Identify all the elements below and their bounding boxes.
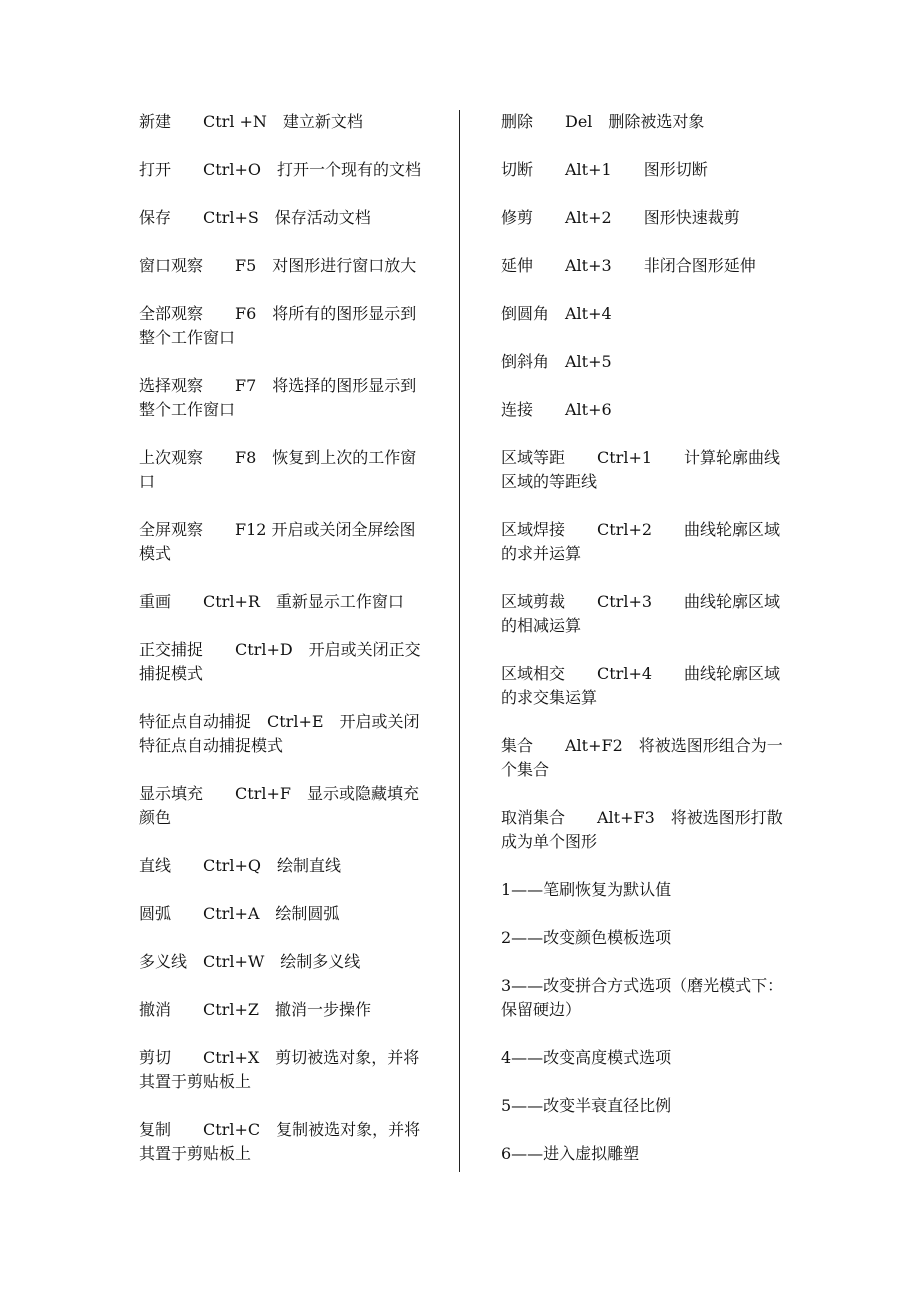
shortcut-entry: 选择观察 F7 将选择的图形显示到整个工作窗口 — [139, 376, 417, 419]
shortcut-entry: 倒斜角 Alt+5 — [501, 352, 612, 371]
shortcut-entry: 延伸 Alt+3 非闭合图形延伸 — [501, 256, 756, 275]
shortcut-entry: 多义线 Ctrl+W 绘制多义线 — [139, 952, 361, 971]
shortcut-entry: 删除 Del 删除被选对象 — [501, 112, 705, 131]
shortcut-entry: 重画 Ctrl+R 重新显示工作窗口 — [139, 592, 404, 611]
shortcut-entry: 上次观察 F8 恢复到上次的工作窗口 — [139, 448, 417, 491]
shortcut-entry: 圆弧 Ctrl+A 绘制圆弧 — [139, 904, 340, 923]
shortcut-entry: 4——改变高度模式选项 — [501, 1048, 672, 1067]
shortcut-entry: 连接 Alt+6 — [501, 400, 612, 419]
shortcut-entry: 复制 Ctrl+C 复制被选对象，并将其置于剪贴板上 — [139, 1120, 421, 1163]
shortcut-entry: 2——改变颜色模板选项 — [501, 928, 672, 947]
shortcut-entry: 窗口观察 F5 对图形进行窗口放大 — [139, 256, 417, 275]
shortcut-entry: 5——改变半衰直径比例 — [501, 1096, 672, 1115]
column-divider — [459, 110, 460, 1172]
shortcut-entry: 切断 Alt+1 图形切断 — [501, 160, 708, 179]
shortcut-entry: 集合 Alt+F2 将被选图形组合为一个集合 — [501, 736, 783, 779]
shortcut-entry: 6——进入虚拟雕塑 — [501, 1144, 640, 1163]
shortcut-entry: 取消集合 Alt+F3 将被选图形打散成为单个图形 — [501, 808, 783, 851]
shortcut-entry: 全屏观察 F12 开启或关闭全屏绘图模式 — [139, 520, 416, 563]
left-column — [139, 110, 429, 1190]
shortcut-entry: 修剪 Alt+2 图形快速裁剪 — [501, 208, 740, 227]
shortcut-entry: 正交捕捉 Ctrl+D 开启或关闭正交捕捉模式 — [139, 640, 421, 683]
shortcut-entry: 撤消 Ctrl+Z 撤消一步操作 — [139, 1000, 371, 1019]
shortcut-entry: 直线 Ctrl+Q 绘制直线 — [139, 856, 341, 875]
shortcut-entry: 新建 Ctrl +N 建立新文档 — [139, 112, 363, 131]
shortcut-entry: 特征点自动捕捉 Ctrl+E 开启或关闭特征点自动捕捉模式 — [139, 712, 420, 755]
shortcut-entry: 区域焊接 Ctrl+2 曲线轮廓区域的求并运算 — [501, 520, 781, 563]
shortcut-entry: 显示填充 Ctrl+F 显示或隐藏填充颜色 — [139, 784, 419, 827]
shortcut-entry: 3——改变拼合方式选项（磨光模式下：保留硬边） — [501, 976, 784, 1019]
shortcut-entry: 区域等距 Ctrl+1 计算轮廓曲线区域的等距线 — [501, 448, 781, 491]
shortcut-entry: 倒圆角 Alt+4 — [501, 304, 612, 323]
shortcut-entry: 打开 Ctrl+O 打开一个现有的文档 — [139, 160, 421, 179]
shortcut-entry: 保存 Ctrl+S 保存活动文档 — [139, 208, 371, 227]
shortcut-entry: 区域剪裁 Ctrl+3 曲线轮廓区域的相减运算 — [501, 592, 781, 635]
shortcut-entry: 全部观察 F6 将所有的图形显示到整个工作窗口 — [139, 304, 417, 347]
shortcut-entry: 1——笔刷恢复为默认值 — [501, 880, 672, 899]
shortcut-entry: 剪切 Ctrl+X 剪切被选对象，并将其置于剪贴板上 — [139, 1048, 420, 1091]
shortcut-entry: 区域相交 Ctrl+4 曲线轮廓区域的求交集运算 — [501, 664, 781, 707]
right-column — [501, 110, 791, 1190]
